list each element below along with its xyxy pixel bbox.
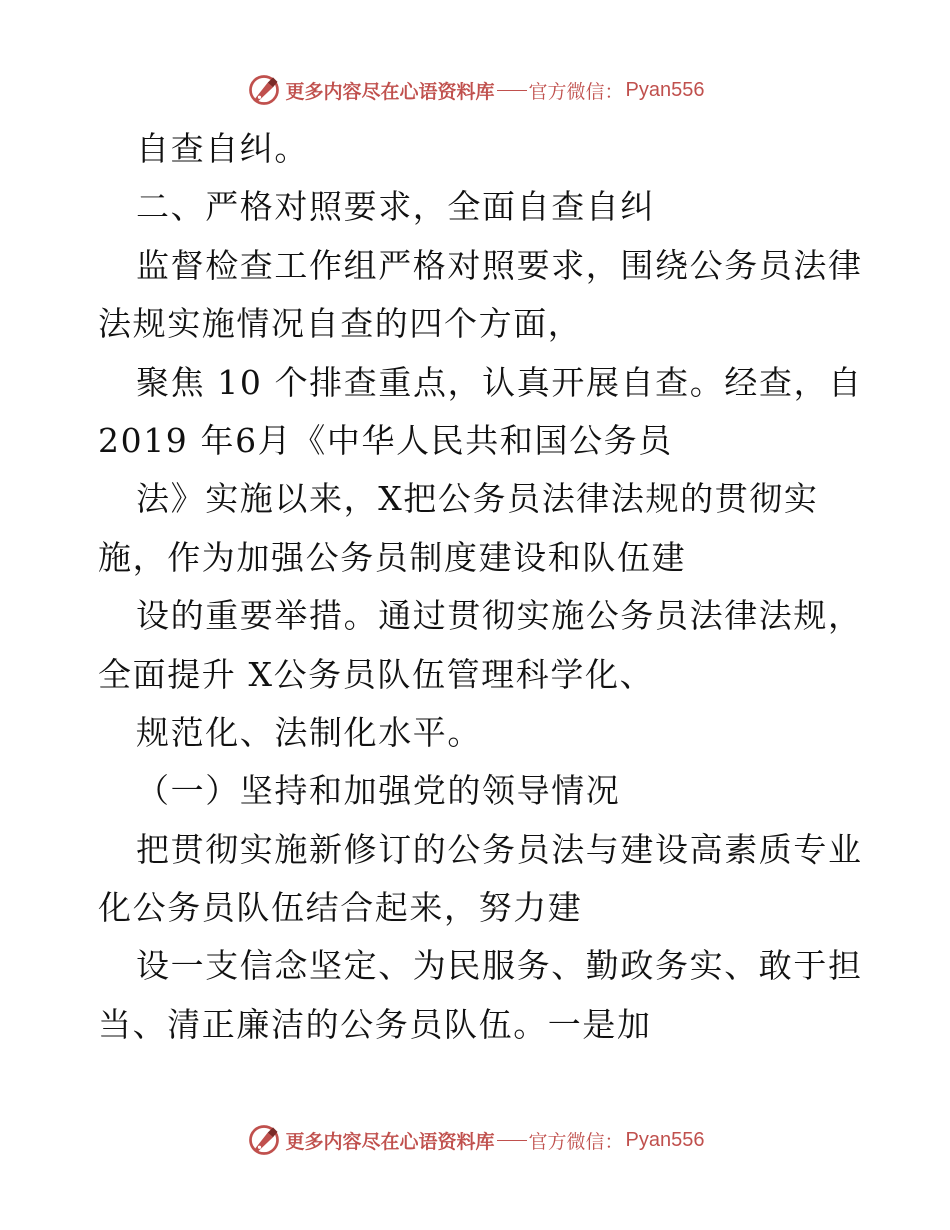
watermark-dash — [497, 1140, 527, 1141]
subsection-heading: （一）坚持和加强党的领导情况 — [136, 771, 621, 811]
text-line: 全面提升 X公务员队伍管理科学化、 — [98, 654, 655, 694]
text-line: 把贯彻实施新修订的公务员法与建设高素质专业 — [136, 829, 863, 869]
watermark-wechat-label: 官方微信： — [528, 1130, 624, 1153]
text-line: 聚焦 10 个排查重点，认真开展自查。经查，自 — [136, 362, 863, 402]
section-heading: 二、严格对照要求，全面自查自纠 — [136, 187, 655, 227]
watermark-wechat-id: Pyan556 — [625, 1128, 705, 1151]
watermark-text: 更多内容尽在心语资料库 — [285, 1130, 495, 1153]
watermark-wechat-id: Pyan556 — [625, 78, 705, 101]
text-line: 法》实施以来，X把公务员法律法规的贯彻实 — [136, 479, 819, 519]
text-line: 化公务员队伍结合起来，努力建 — [98, 888, 583, 928]
text-line: 2019 年6月《中华人民共和国公务员 — [98, 420, 673, 460]
pen-nib-logo-icon — [246, 1122, 282, 1158]
text-line: 监督检查工作组严格对照要求，围绕公务员法律 — [136, 245, 863, 285]
text-line: 设的重要举措。通过贯彻实施公务员法律法规， — [136, 596, 863, 636]
text-line: 规范化、法制化水平。 — [136, 712, 482, 752]
header-watermark — [0, 70, 950, 110]
text-line: 当、清正廉洁的公务员队伍。一是加 — [98, 1004, 652, 1044]
watermark-text: 更多内容尽在心语资料库 — [285, 80, 495, 103]
text-line: 设一支信念坚定、为民服务、勤政务实、敢于担 — [136, 946, 863, 986]
pen-nib-logo-icon — [246, 72, 282, 108]
text-line: 施，作为加强公务员制度建设和队伍建 — [98, 537, 687, 577]
footer-watermark — [0, 1120, 950, 1160]
watermark-dash — [497, 90, 527, 91]
text-line: 法规实施情况自查的四个方面， — [98, 304, 583, 344]
watermark-wechat-label: 官方微信： — [528, 80, 624, 103]
body-text — [98, 120, 863, 1054]
text-line: 自查自纠。 — [136, 129, 309, 168]
